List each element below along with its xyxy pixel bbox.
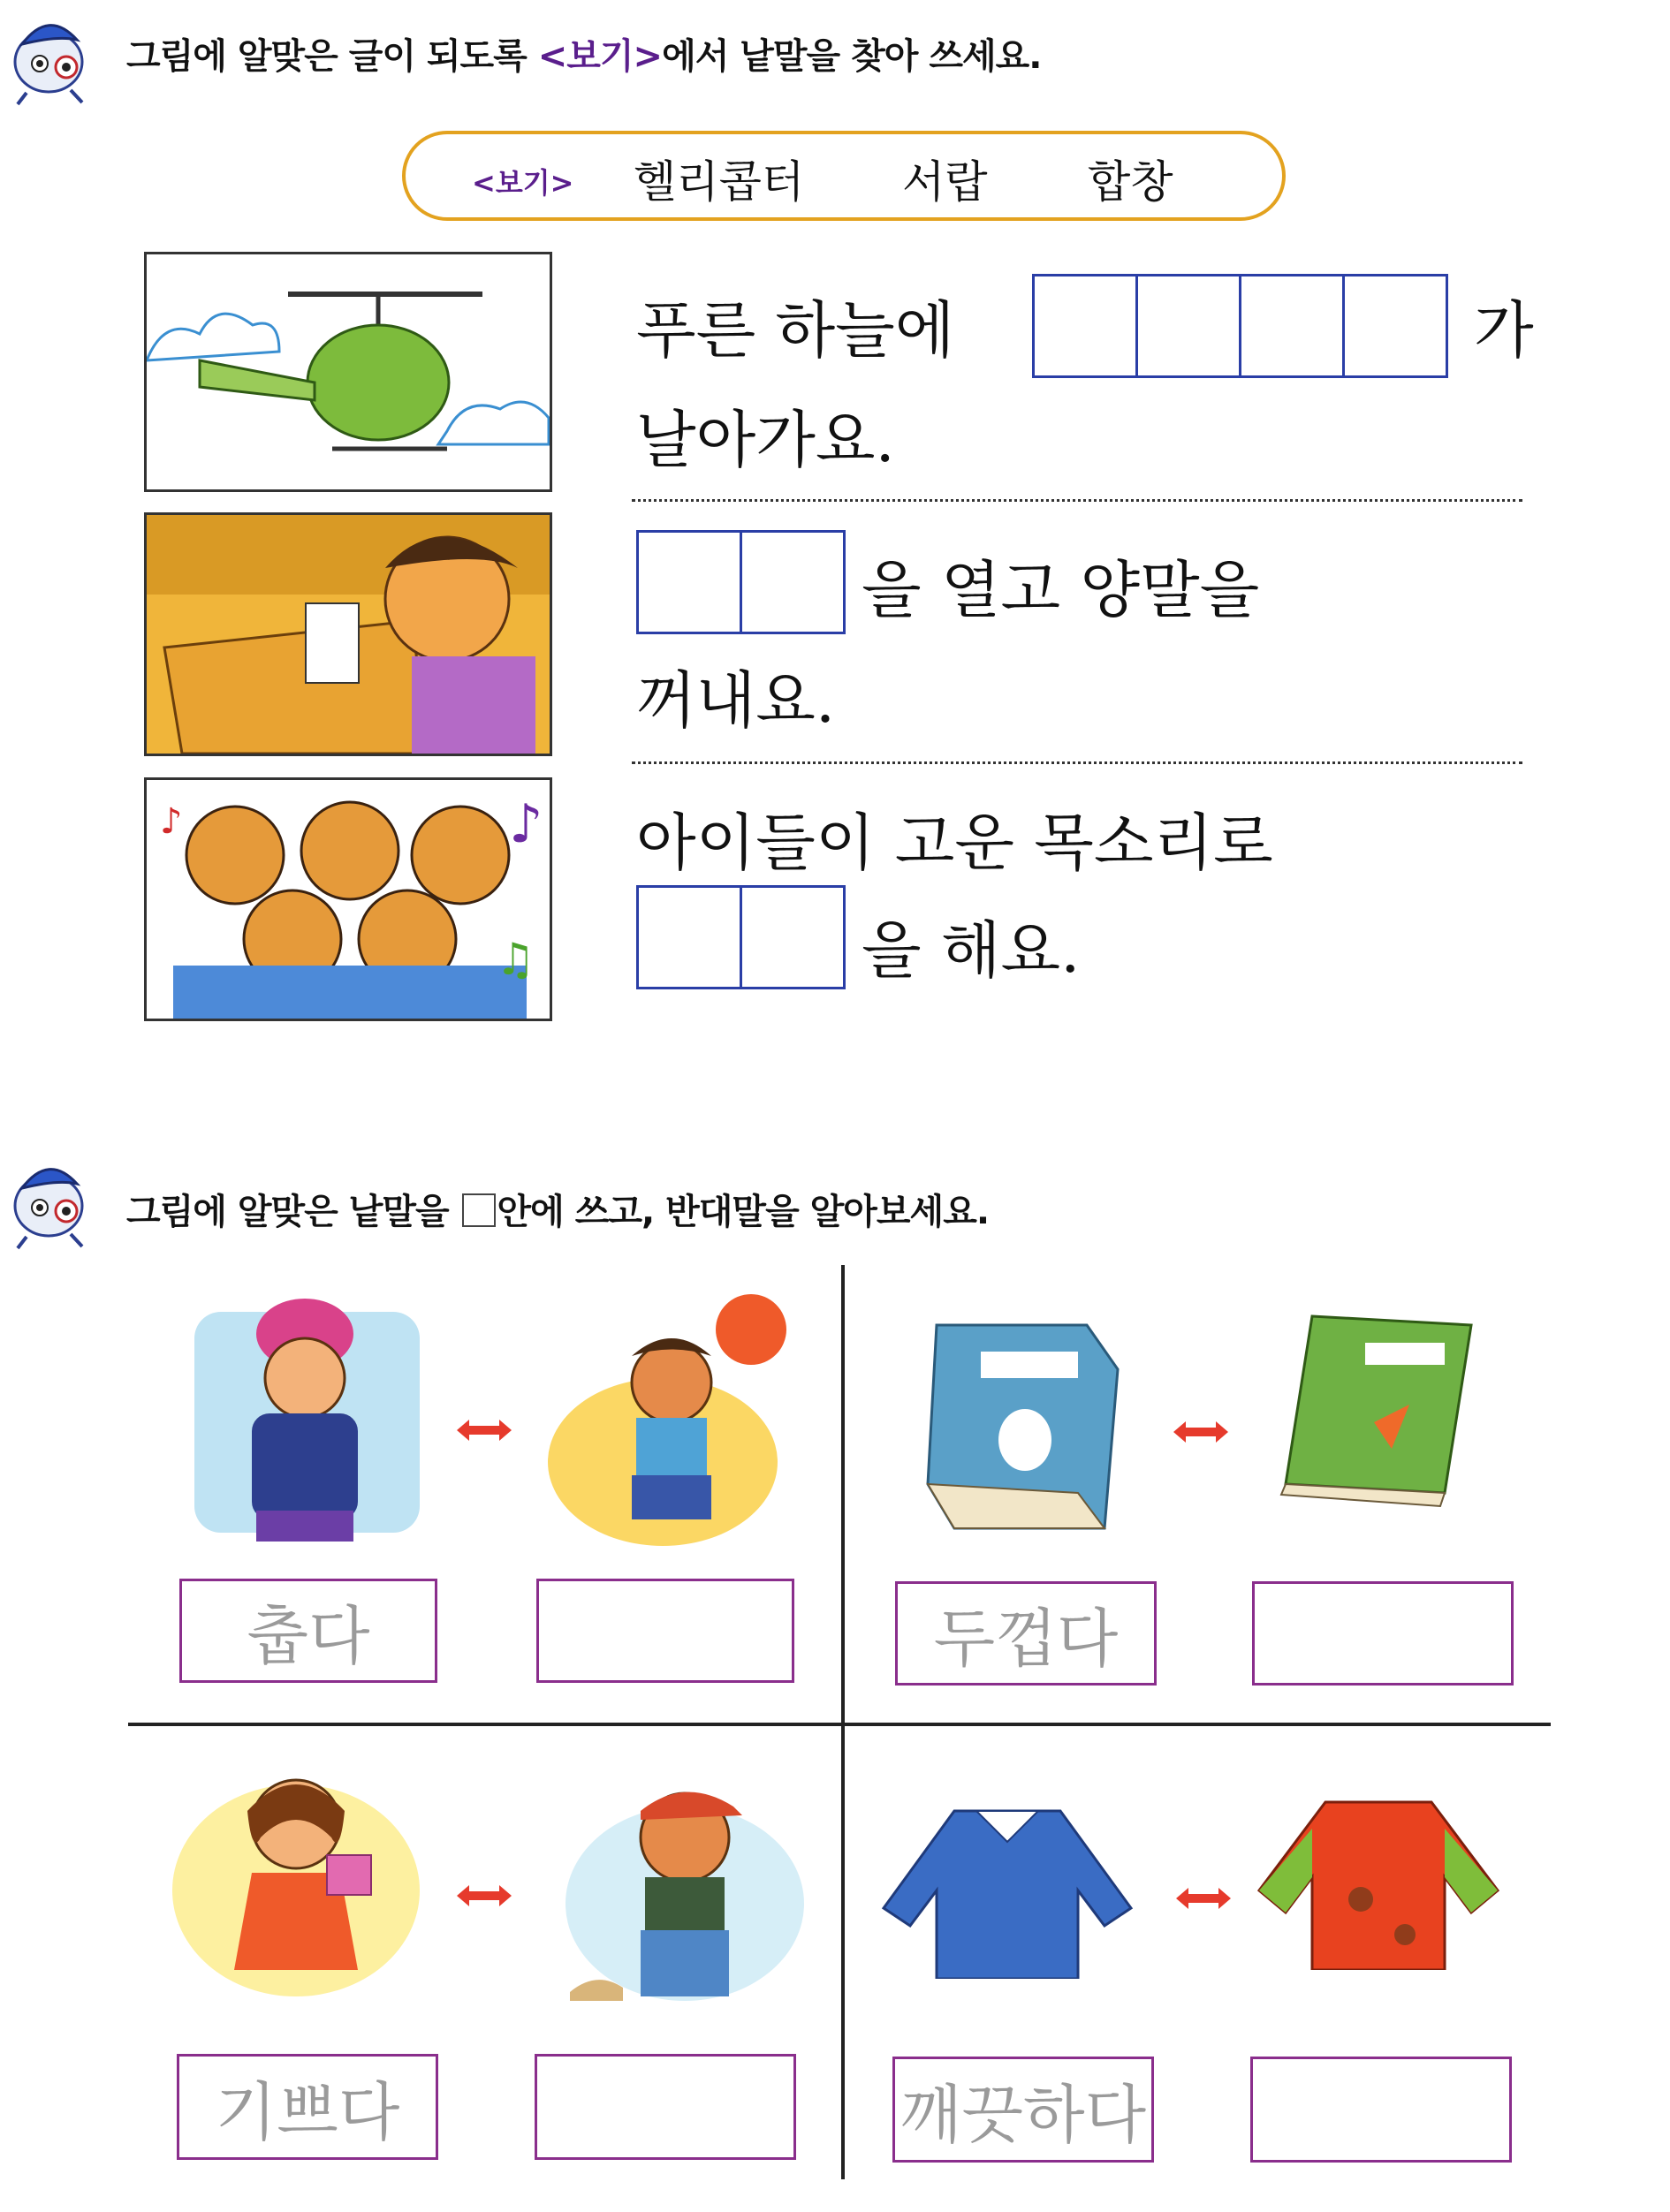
sentence-2-line2: 꺼내요. [636, 664, 836, 737]
divider-dotted [632, 499, 1522, 502]
dirty-shirt-illustration [1255, 1793, 1502, 1970]
blank-cell[interactable] [1239, 274, 1345, 378]
opposite-arrow-icon [1174, 1885, 1233, 1912]
sentence-1-suffix: 가 [1474, 294, 1534, 367]
thin-book-illustration [1268, 1307, 1480, 1515]
bogi-word: 헬리콥터 [634, 156, 805, 208]
answer-box-blank[interactable] [536, 1579, 794, 1683]
answer-box-blank[interactable] [1252, 1581, 1514, 1686]
instruction-text: 그림에 알맞은 글이 되도록 [126, 36, 538, 77]
sentence-2-suffix: 을 열고 양말을 [862, 554, 1260, 626]
answer-blank-3[interactable] [636, 885, 843, 989]
blank-cell[interactable] [740, 530, 846, 634]
blank-cell[interactable] [740, 885, 846, 989]
cold-child-illustration [186, 1285, 429, 1550]
blank-cell[interactable] [1135, 274, 1241, 378]
given-word: 기쁘다 [215, 2075, 400, 2149]
answer-box-given [892, 2057, 1154, 2163]
opposite-arrow-icon [1172, 1419, 1230, 1445]
given-word: 두껍다 [933, 1602, 1119, 1676]
given-word: 깨끗하다 [900, 2078, 1147, 2152]
sentence-1-line2: 날아가요. [636, 404, 895, 476]
hot-child-illustration [539, 1285, 804, 1550]
opposite-arrow-icon [455, 1882, 513, 1909]
given-word: 춥다 [247, 1599, 370, 1673]
answer-box-given [895, 1581, 1157, 1686]
instruction-2 [126, 1184, 989, 1234]
mascot-icon [4, 1153, 93, 1250]
svg-text:♫: ♫ [496, 934, 535, 985]
clean-shirt-illustration [875, 1802, 1140, 1979]
blank-cell[interactable] [1342, 274, 1448, 378]
grid-divider-horizontal [128, 1723, 1551, 1726]
answer-box-blank[interactable] [535, 2054, 796, 2160]
sentence-1-text: 푸른 하늘에 [636, 294, 955, 367]
bogi-box [402, 131, 1286, 221]
divider-dotted [632, 761, 1522, 764]
blank-cell[interactable] [636, 885, 742, 989]
happy-girl-illustration [163, 1749, 429, 2014]
bogi-word: 합창 [1088, 156, 1173, 208]
answer-blank-1[interactable] [1032, 274, 1446, 378]
opposite-arrow-icon [455, 1417, 513, 1443]
answer-box-given [179, 1579, 437, 1683]
blank-cell[interactable] [636, 530, 742, 634]
blank-cell[interactable] [1032, 274, 1138, 378]
instruction-text: 안에 쓰고, 반대말을 알아보세요. [497, 1192, 990, 1232]
drawer-illustration [144, 512, 552, 756]
bogi-word: 서랍 [902, 156, 988, 208]
bogi-label: <보기> [472, 166, 574, 200]
svg-text:♪: ♪ [160, 801, 183, 842]
instruction-bogi-ref: <보기> [537, 36, 663, 77]
sentence-3-suffix: 을 해요. [862, 914, 1081, 987]
svg-text:♪: ♪ [509, 793, 543, 855]
sentence-3-text: 아이들이 고운 목소리로 [636, 807, 1273, 879]
instruction-text: 에서 낱말을 찾아 쓰세요. [662, 36, 1042, 77]
thick-book-illustration [901, 1307, 1122, 1542]
square-box-icon [462, 1193, 496, 1227]
helicopter-illustration [144, 252, 552, 492]
choir-illustration [144, 777, 552, 1021]
answer-blank-2[interactable] [636, 530, 843, 634]
answer-box-given [177, 2054, 438, 2160]
instruction-text: 그림에 알맞은 낱말을 [126, 1192, 460, 1232]
mascot-icon [4, 9, 93, 106]
answer-box-blank[interactable] [1250, 2057, 1512, 2163]
sad-boy-illustration [552, 1762, 808, 2019]
instruction-1 [126, 28, 1041, 79]
